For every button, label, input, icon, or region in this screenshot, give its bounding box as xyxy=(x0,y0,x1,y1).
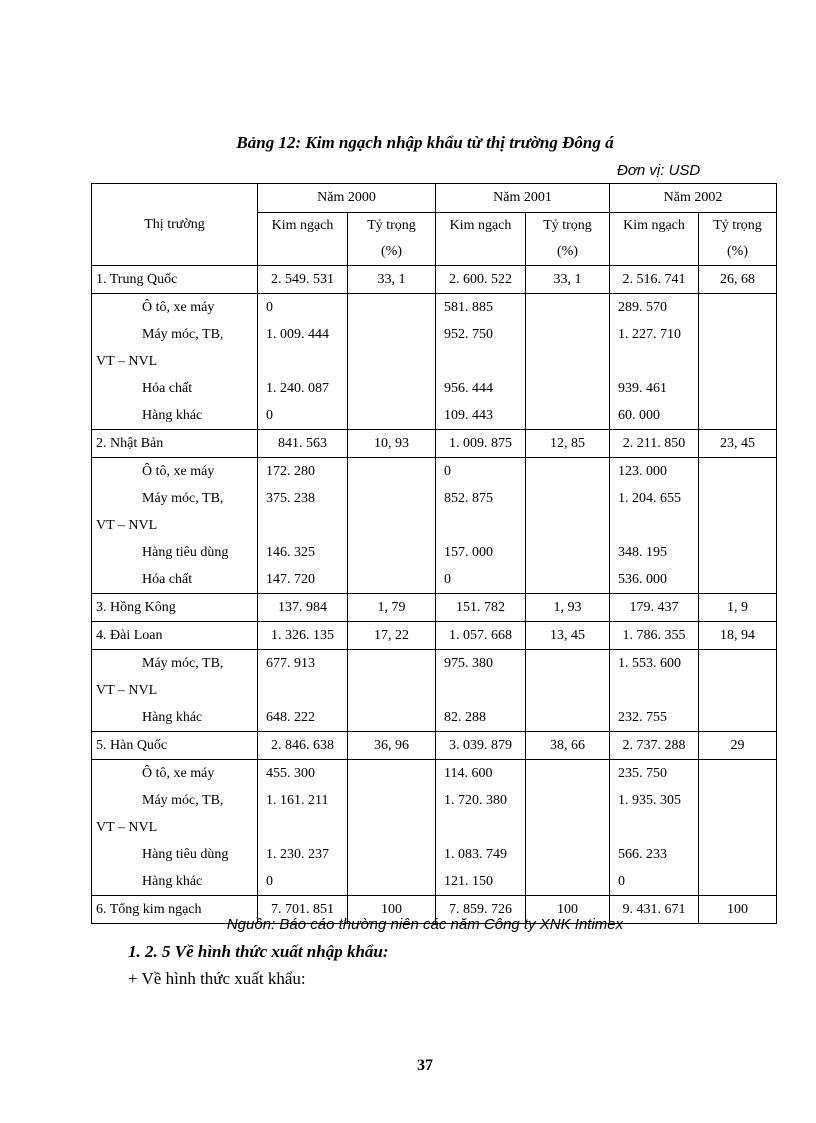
share-cell xyxy=(699,402,777,430)
value-cell: 956. 444 xyxy=(436,375,526,402)
unit-label: Đơn vị: USD xyxy=(617,162,701,179)
share-cell xyxy=(699,841,777,868)
value-cell xyxy=(610,512,699,539)
value-header: Kim ngạch xyxy=(610,213,699,266)
table-title: Bảng 12: Kim ngạch nhập khẩu từ thị trường Đông á xyxy=(236,133,614,152)
share-cell xyxy=(526,787,610,814)
value-cell: 2. 549. 531 xyxy=(258,266,348,294)
share-cell xyxy=(348,677,436,704)
value-cell: 109. 443 xyxy=(436,402,526,430)
row-label: Ô tô, xe máy xyxy=(92,294,258,322)
value-cell: 121. 150 xyxy=(436,868,526,896)
table-row-item xyxy=(92,677,777,704)
share-cell xyxy=(348,294,436,322)
value-cell: 137. 984 xyxy=(258,594,348,622)
value-cell xyxy=(436,814,526,841)
value-cell: 975. 380 xyxy=(436,650,526,678)
value-cell: 1. 161. 211 xyxy=(258,787,348,814)
table-header-row-years xyxy=(92,184,777,213)
value-cell: 3. 039. 879 xyxy=(436,732,526,760)
value-cell: 348. 195 xyxy=(610,539,699,566)
share-cell xyxy=(526,841,610,868)
value-cell: 146. 325 xyxy=(258,539,348,566)
share-cell: 33, 1 xyxy=(348,266,436,294)
share-cell xyxy=(699,348,777,375)
market-column-header: Thị trường xyxy=(92,184,258,266)
value-cell: 566. 233 xyxy=(610,841,699,868)
value-cell: 1. 204. 655 xyxy=(610,485,699,512)
value-cell: 0 xyxy=(610,868,699,896)
share-cell: 17, 22 xyxy=(348,622,436,650)
value-cell: 2. 600. 522 xyxy=(436,266,526,294)
table-row-item xyxy=(92,402,777,430)
table-row-item xyxy=(92,348,777,375)
row-label: Máy móc, TB, xyxy=(92,321,258,348)
share-cell xyxy=(699,868,777,896)
value-cell: 841. 563 xyxy=(258,430,348,458)
value-cell: 147. 720 xyxy=(258,566,348,594)
value-cell: 939. 461 xyxy=(610,375,699,402)
row-label: VT – NVL xyxy=(92,512,258,539)
value-cell: 172. 280 xyxy=(258,458,348,486)
value-cell xyxy=(258,512,348,539)
table-row-market xyxy=(92,622,777,650)
table-row-item xyxy=(92,458,777,486)
value-cell xyxy=(436,348,526,375)
value-header: Kim ngạch xyxy=(258,213,348,266)
value-cell: 581. 885 xyxy=(436,294,526,322)
share-cell xyxy=(348,539,436,566)
value-cell: 2. 516. 741 xyxy=(610,266,699,294)
row-label: Ô tô, xe máy xyxy=(92,458,258,486)
row-label: 1. Trung Quốc xyxy=(92,266,258,294)
row-label: Máy móc, TB, xyxy=(92,650,258,678)
year-header-2002: Năm 2002 xyxy=(610,184,777,213)
share-cell xyxy=(699,458,777,486)
value-cell: 2. 846. 638 xyxy=(258,732,348,760)
share-cell xyxy=(699,760,777,788)
table-body xyxy=(92,266,777,924)
table-row-item xyxy=(92,566,777,594)
year-header-2000: Năm 2000 xyxy=(258,184,436,213)
value-cell xyxy=(610,348,699,375)
share-cell xyxy=(699,375,777,402)
import-table xyxy=(91,183,777,924)
row-label: Hàng khác xyxy=(92,704,258,732)
value-cell xyxy=(436,677,526,704)
share-cell: 13, 45 xyxy=(526,622,610,650)
share-cell: 100 xyxy=(526,896,610,924)
share-cell xyxy=(526,375,610,402)
row-label: Ô tô, xe máy xyxy=(92,760,258,788)
value-cell xyxy=(436,512,526,539)
row-label: 2. Nhật Bản xyxy=(92,430,258,458)
value-cell: 1. 227. 710 xyxy=(610,321,699,348)
row-label: 5. Hàn Quốc xyxy=(92,732,258,760)
share-cell xyxy=(526,512,610,539)
share-cell xyxy=(348,868,436,896)
share-cell xyxy=(526,868,610,896)
year-header-2001: Năm 2001 xyxy=(436,184,610,213)
value-cell: 375. 238 xyxy=(258,485,348,512)
page-number: 37 xyxy=(417,1057,433,1074)
share-cell: 38, 66 xyxy=(526,732,610,760)
value-cell: 952. 750 xyxy=(436,321,526,348)
value-cell: 1. 786. 355 xyxy=(610,622,699,650)
source-note: Nguồn: Báo cáo thường niên các năm Công ty XNK Intimex xyxy=(226,916,624,933)
row-label: 6. Tổng kim ngạch xyxy=(92,896,258,924)
value-cell: 2. 737. 288 xyxy=(610,732,699,760)
row-label: Máy móc, TB, xyxy=(92,787,258,814)
value-cell: 0 xyxy=(258,402,348,430)
value-cell: 677. 913 xyxy=(258,650,348,678)
table-row-item xyxy=(92,512,777,539)
value-header: Kim ngạch xyxy=(436,213,526,266)
share-cell xyxy=(699,704,777,732)
share-cell xyxy=(348,485,436,512)
share-header: Tỷ trọng (%) xyxy=(699,213,777,266)
row-label: Hàng tiêu dùng xyxy=(92,539,258,566)
share-cell xyxy=(526,539,610,566)
share-cell xyxy=(526,402,610,430)
value-cell: 2. 211. 850 xyxy=(610,430,699,458)
table-row-item xyxy=(92,814,777,841)
share-cell: 23, 45 xyxy=(699,430,777,458)
share-cell xyxy=(526,458,610,486)
share-cell: 18, 94 xyxy=(699,622,777,650)
value-cell: 157. 000 xyxy=(436,539,526,566)
share-cell xyxy=(348,760,436,788)
value-cell: 648. 222 xyxy=(258,704,348,732)
share-cell: 10, 93 xyxy=(348,430,436,458)
value-cell: 289. 570 xyxy=(610,294,699,322)
table-row-item xyxy=(92,375,777,402)
share-cell xyxy=(526,704,610,732)
value-cell: 7. 701. 851 xyxy=(258,896,348,924)
row-label: Hóa chất xyxy=(92,566,258,594)
table-row-market xyxy=(92,266,777,294)
share-cell xyxy=(348,375,436,402)
table-row-item xyxy=(92,539,777,566)
row-label: Hàng khác xyxy=(92,402,258,430)
share-cell: 100 xyxy=(348,896,436,924)
value-cell: 179. 437 xyxy=(610,594,699,622)
share-cell: 1, 9 xyxy=(699,594,777,622)
share-cell xyxy=(348,566,436,594)
share-header: Tỷ trọng (%) xyxy=(526,213,610,266)
row-label: 3. Hồng Kông xyxy=(92,594,258,622)
value-cell: 235. 750 xyxy=(610,760,699,788)
table-row-item xyxy=(92,760,777,788)
share-cell xyxy=(526,677,610,704)
share-cell: 1, 93 xyxy=(526,594,610,622)
share-cell xyxy=(699,787,777,814)
value-cell: 1. 009. 444 xyxy=(258,321,348,348)
share-cell xyxy=(348,704,436,732)
share-cell xyxy=(348,787,436,814)
row-label: 4. Đài Loan xyxy=(92,622,258,650)
value-cell: 536. 000 xyxy=(610,566,699,594)
paragraph-text: + Về hình thức xuất khẩu: xyxy=(128,969,306,988)
share-cell xyxy=(699,566,777,594)
value-cell: 0 xyxy=(436,566,526,594)
share-cell xyxy=(348,650,436,678)
share-cell xyxy=(699,294,777,322)
value-cell: 0 xyxy=(258,294,348,322)
share-cell: 1, 79 xyxy=(348,594,436,622)
table-row-item xyxy=(92,321,777,348)
share-cell: 26, 68 xyxy=(699,266,777,294)
share-header: Tỷ trọng (%) xyxy=(348,213,436,266)
share-cell xyxy=(526,650,610,678)
value-cell: 1. 553. 600 xyxy=(610,650,699,678)
share-cell xyxy=(348,841,436,868)
share-cell xyxy=(699,321,777,348)
value-cell: 455. 300 xyxy=(258,760,348,788)
share-cell xyxy=(526,321,610,348)
value-cell: 7. 859. 726 xyxy=(436,896,526,924)
value-cell xyxy=(610,677,699,704)
value-cell xyxy=(258,814,348,841)
table-row-item xyxy=(92,868,777,896)
section-heading: 1. 2. 5 Về hình thức xuất nhập khẩu: xyxy=(128,942,389,961)
share-cell xyxy=(699,539,777,566)
share-cell: 36, 96 xyxy=(348,732,436,760)
value-cell: 1. 057. 668 xyxy=(436,622,526,650)
value-cell: 60. 000 xyxy=(610,402,699,430)
share-cell xyxy=(526,760,610,788)
share-cell xyxy=(699,677,777,704)
share-cell xyxy=(699,814,777,841)
value-cell: 1. 720. 380 xyxy=(436,787,526,814)
value-cell: 0 xyxy=(258,868,348,896)
share-cell xyxy=(348,321,436,348)
value-cell: 151. 782 xyxy=(436,594,526,622)
table-row-market xyxy=(92,732,777,760)
share-cell xyxy=(699,485,777,512)
share-cell xyxy=(348,814,436,841)
value-cell: 1. 240. 087 xyxy=(258,375,348,402)
share-cell xyxy=(348,512,436,539)
share-cell xyxy=(699,512,777,539)
row-label: Hàng khác xyxy=(92,868,258,896)
table-row-item xyxy=(92,787,777,814)
value-cell: 1. 935. 305 xyxy=(610,787,699,814)
row-label: VT – NVL xyxy=(92,677,258,704)
table-row-item xyxy=(92,294,777,322)
value-cell: 232. 755 xyxy=(610,704,699,732)
table-row-market xyxy=(92,430,777,458)
value-cell: 1. 083. 749 xyxy=(436,841,526,868)
share-cell xyxy=(348,458,436,486)
value-cell: 1. 230. 237 xyxy=(258,841,348,868)
table-row-item xyxy=(92,485,777,512)
value-cell: 852. 875 xyxy=(436,485,526,512)
share-cell xyxy=(526,814,610,841)
share-cell xyxy=(348,402,436,430)
table-row-market xyxy=(92,594,777,622)
share-cell: 100 xyxy=(699,896,777,924)
table-row-item xyxy=(92,650,777,678)
row-label: VT – NVL xyxy=(92,814,258,841)
share-cell xyxy=(526,485,610,512)
value-cell: 123. 000 xyxy=(610,458,699,486)
share-cell xyxy=(348,348,436,375)
value-cell: 9. 431. 671 xyxy=(610,896,699,924)
value-cell: 0 xyxy=(436,458,526,486)
value-cell xyxy=(258,677,348,704)
row-label: Máy móc, TB, xyxy=(92,485,258,512)
value-cell: 1. 326. 135 xyxy=(258,622,348,650)
row-label: VT – NVL xyxy=(92,348,258,375)
table-row-item xyxy=(92,841,777,868)
share-cell: 33, 1 xyxy=(526,266,610,294)
share-cell: 29 xyxy=(699,732,777,760)
value-cell xyxy=(610,814,699,841)
value-cell: 114. 600 xyxy=(436,760,526,788)
row-label: Hàng tiêu dùng xyxy=(92,841,258,868)
value-cell: 1. 009. 875 xyxy=(436,430,526,458)
share-cell xyxy=(526,566,610,594)
share-cell xyxy=(526,348,610,375)
value-cell: 82. 288 xyxy=(436,704,526,732)
table-row-item xyxy=(92,704,777,732)
share-cell: 12, 85 xyxy=(526,430,610,458)
share-cell xyxy=(699,650,777,678)
row-label: Hóa chất xyxy=(92,375,258,402)
value-cell xyxy=(258,348,348,375)
share-cell xyxy=(526,294,610,322)
